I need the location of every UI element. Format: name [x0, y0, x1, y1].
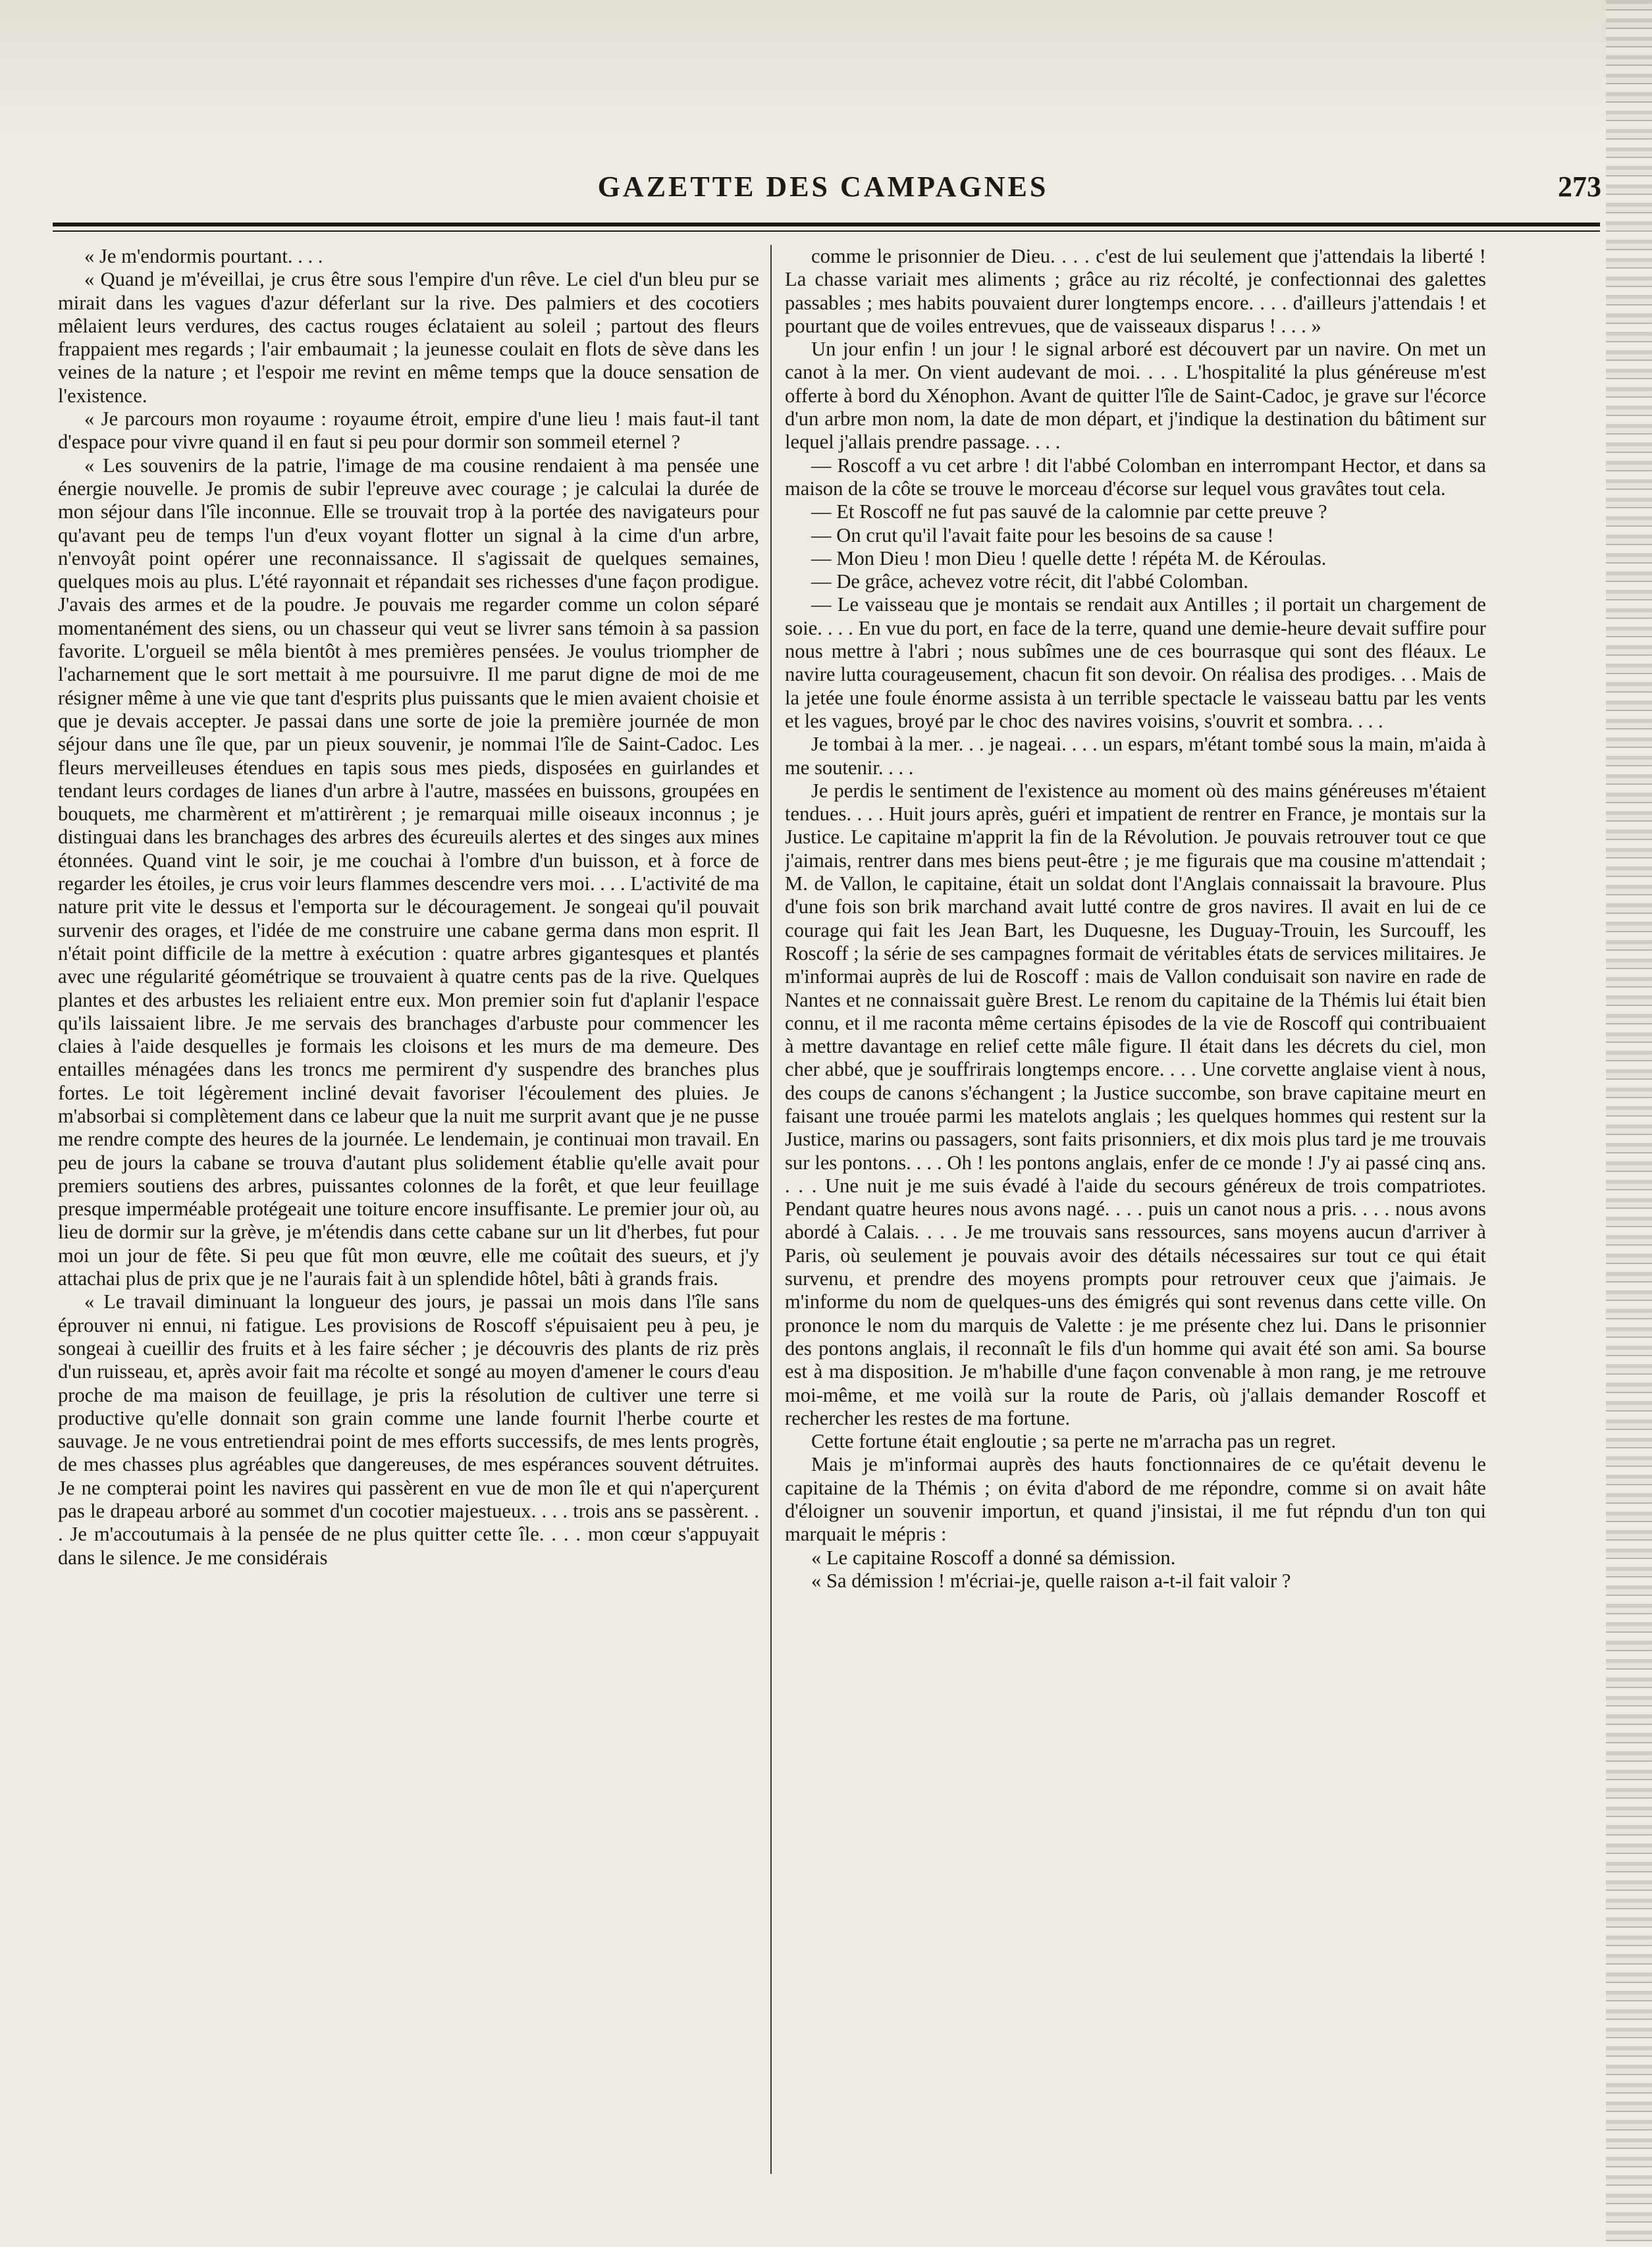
paragraph: « Quand je m'éveillai, je crus être sous l'empire d'un rêve. Le ciel d'un bleu pur se mirait dans les vagues d'azur déferlant sur la rive. Des palmiers et des cocotiers mêlaient leurs verdures, des cactus rouges éclataient au soleil ; partout des fleurs frappaient mes regards ; l'air embaumait ; la jeunesse coulait en flots de sève dans les veines de la nature ; et l'espoir me revint en même temps que la douce sensation de l'existence.: [58, 268, 759, 407]
paragraph: Cette fortune était engloutie ; sa perte ne m'arracha pas un regret.: [811, 1430, 1337, 1453]
paragraph: — Roscoff a vu cet arbre ! dit l'abbé Colomban en interrompant Hector, et dans sa maison de la côte se trouve le morceau d'écorse sur lequel vous gravâtes tout cela.: [785, 454, 1486, 500]
paragraph: « Je m'endormis pourtant. . . .: [84, 245, 323, 267]
paragraph: — De grâce, achevez votre récit, dit l'abbé Colomban.: [811, 570, 1248, 593]
right-column: [785, 245, 1486, 2174]
paragraph: comme le prisonnier de Dieu. . . . c'est de lui seulement que j'attendais la liberté ! La chasse variait mes aliments ; grâce au riz récolté, je confectionnai des galettes passables ; mes habits pouvaient durer longtemps encore. . . . d'ailleurs j'attendais ! et pourtant que de voiles entrevues, que de vaisseaux disparus ! . . . »: [785, 245, 1486, 337]
paragraph: « Le capitaine Roscoff a donné sa démission.: [811, 1546, 1176, 1569]
left-column: [58, 245, 759, 2174]
paragraph: « Je parcours mon royaume : royaume étroit, empire d'une lieu ! mais faut-il tant d'espace pour vivre quand il en faut si peu pour dormir son sommeil eternel ?: [58, 408, 759, 454]
paragraph: — Mon Dieu ! mon Dieu ! quelle dette ! répéta M. de Kéroulas.: [811, 546, 1327, 569]
header-rule-thick: [53, 223, 1600, 226]
paragraph: Je tombai à la mer. . . je nageai. . . . un espars, m'étant tombé sous la main, m'aida à me soutenir. . . .: [785, 733, 1486, 779]
header-rule-thin: [53, 230, 1600, 232]
paragraph: Un jour enfin ! un jour ! le signal arboré est découvert par un navire. On met un canot à la mer. On vient audevant de moi. . . . L'hospitalité la plus généreuse m'est offerte à bord du Xénophon. Avant de quitter l'île de Saint-Cadoc, je grave sur l'écorce d'un arbre mon nom, la date de mon départ, et j'indique la destination du bâtiment sur lequel j'allais prendre passage. . . .: [785, 338, 1486, 454]
paragraph: « Le travail diminuant la longueur des jours, je passai un mois dans l'île sans éprouver ni ennui, ni fatigue. Les provisions de Roscoff s'épuisaient peu à peu, je songeai à cueillir des fruits et à les faire sécher ; je découvris des plants de riz près d'un ruisseau, et, après avoir fait ma récolte et songé au moyen d'amener le cours d'eau proche de ma maison de feuillage, je pris la résolution de cultiver une terre si productive qu'elle donnait son grain comme une lande fournit l'herbe courte et sauvage. Je ne vous entretiendrai point de mes efforts successifs, de mes lents progrès, de mes chasses plus agréables que dangereuses, de mes espérances souvent détruites. Je ne compterai point les navires qui passèrent en vue de mon île et qui n'aperçurent pas le drapeau arboré au sommet d'un cocotier majestueux. . . . trois ans se passèrent. . . Je m'accoutumais à la pensée de ne plus quitter cette île. . . . mon cœur s'appuyait dans le silence. Je me considérais: [58, 1290, 759, 1569]
page-header: [40, 170, 1607, 209]
newspaper-title: GAZETTE DES CAMPAGNES: [597, 171, 1049, 203]
paragraph: — On crut qu'il l'avait faite pour les besoins de sa cause !: [811, 523, 1274, 546]
paragraph: « Sa démission ! m'écriai-je, quelle raison a-t-il fait valoir ?: [811, 1569, 1291, 1592]
paragraph: — Et Roscoff ne fut pas sauvé de la calomnie par cette preuve ?: [811, 500, 1327, 523]
paragraph: « Les souvenirs de la patrie, l'image de ma cousine rendaient à ma pensée une énergie nouvelle. Je promis de subir l'epreuve avec courage ; je calculai la durée de mon séjour dans l'île inconnue. Elle se trouvait trop à la portée des navigateurs pour qu'avant peu de temps l'un d'eux voyant flotter un signal à la cime d'un arbre, n'envoyât point opérer une reconnaissance. Il s'agissait de quelques semaines, quelques mois au plus. L'été rayonnait et répandait ses richesses d'une façon prodigue. J'avais des armes et de la poudre. Je pouvais me regarder comme un colon séparé momentanément des siens, ou un chasseur qui veut se livrer sans témoin à sa passion favorite. L'orgueil se mêla bientôt à mes premières pensées. Je voulus triompher de l'acharnement que le sort mettait à me poursuivre. Il me parut digne de moi de me résigner même à une vie que tant d'esprits plus puissants que le mien avaient choisie et que je devais accepter. Je passai dans une sorte de joie la première journée de mon séjour dans une île que, par un pieux souvenir, je nommai l'île de Saint-Cadoc. Les fleurs merveilleuses étendues en tapis sous mes pieds, disposées en guirlandes et tendant leurs cordages de lianes d'un arbre à l'autre, massées en buissons, groupées en bouquets, me charmèrent et m'attirèrent ; je remarquai mille oiseaux inconnus ; je distinguai dans les branchages des arbres des écureuils alertes et des singes aux mines étonnées. Quand vint le soir, je me couchai à l'ombre d'un buisson, et à force de regarder les étoiles, je crus voir leurs flammes descendre vers moi. . . . L'activité de ma nature prit vite le dessus et l'emporta sur le découragement. Je songeai qu'il pouvait survenir des orages, et l'idée de me construire une cabane germa dans mon esprit. Il n'était point difficile de la mettre à exécution : quatre arbres gigantesques et plantés avec une régularité géométrique se trouvaient à quatre cents pas de la rive. Quelques plantes et des arbustes les reliaient entre eux. Mon premier soin fut d'aplanir l'espace qu'ils laissaient libre. Je me servais des branchages d'arbuste pour commencer les claies à l'aide desquelles je formais les cloisons et les murs de ma demeure. Des entailles ménagées dans les troncs me permirent d'y suspendre des branches plus fortes. Le toit légèrement incliné devait favoriser l'écoulement des pluies. Je m'absorbai si complètement dans ce labeur que la nuit me surprit avant que je ne pusse me rendre compte des heures de la journée. Le lendemain, je continuai mon travail. En peu de jours la cabane se trouva d'autant plus solidement établie qu'elle avait pour premiers soutiens des arbres, puissantes colonnes de la forêt, et que leur feuillage presque imperméable protégeait une toiture encore insuffisante. Le premier jour où, au lieu de dormir sur la grève, je m'étendis dans cette cabane sur un lit d'herbes, fut pour moi un jour de fête. Si peu que fût mon œuvre, elle me coûtait des sueurs, et j'y attachai plus de prix que je ne l'aurais fait à un splendide hôtel, bâti à grands frais.: [58, 454, 759, 1290]
page-number: 273: [1558, 171, 1601, 203]
paragraph: — Le vaisseau que je montais se rendait aux Antilles ; il portait un chargement de soie. . . . En vue du port, en face de la terre, quand une demie-heure devait suffire pour nous mettre à l'abri ; nous subîmes une de ces bourrasque qui sont des fléaux. Le navire lutta courageusement, chacun fit son devoir. On réalisa des prodiges. . . Mais de la jetée une foule énorme assista à un terrible spectacle le vaisseau battu par les vents et les vagues, broyé par le choc des navires voisins, s'ouvrit et sombra. . . .: [785, 593, 1486, 732]
paragraph: Mais je m'informai auprès des hauts fonctionnaires de ce qu'était devenu le capitaine de la Thémis ; on évita d'abord de me répondre, comme si on avait hâte d'éloigner un souvenir importun, et quand j'insistai, il me fut répndu d'un ton qui marquait le mépris :: [785, 1453, 1486, 1546]
column-divider: [770, 245, 772, 2174]
scan-edge: [1606, 0, 1652, 2247]
paragraph: Je perdis le sentiment de l'existence au moment où des mains généreuses m'étaient tendues. . . . Huit jours après, guéri et impatient de rentrer en France, je montais sur la Justice. Le capitaine m'apprit la fin de la Révolution. Je pouvais retrouver tout ce que j'aimais, rentrer dans mes biens peut-être ; je me figurais que ma cousine m'attendait ; M. de Vallon, le capitaine, était un soldat dont l'Anglais connaissait la bravoure. Plus d'une fois son brik marchand avait lutté contre de gros navires. Il avait en lui de ce courage qui fait les Jean Bart, les Duquesne, les Duguay-Trouin, les Surcouff, les Roscoff ; la série de ses campagnes formait de véritables états de services militaires. Je m'informai auprès de lui de Roscoff : mais de Vallon conduisait son navire en rade de Nantes et ne connaissait guère Brest. Le renom du capitaine de la Thémis lui était bien connu, et il me raconta même certains épisodes de la vie de Roscoff qui contribuaient à mettre davantage en relief cette mâle figure. Il était dans les décrets du ciel, mon cher abbé, que je souffrirais longtemps encore. . . . Une corvette anglaise vient à nous, des coups de canons s'échangent ; la Justice succombe, son brave capitaine meurt en faisant une trouée parmi les matelots anglais ; les quelques hommes qui restent sur la Justice, marins ou passagers, sont faits prisonniers, et dix mois plus tard je me trouvais sur les pontons. . . . Oh ! les pontons anglais, enfer de ce monde ! J'y ai passé cinq ans. . . . Une nuit je me suis évadé à l'aide du secours généreux de trois compatriotes. Pendant quatre heures nous avons nagé. . . . puis un canot nous a pris. . . . nous avons abordé à Calais. . . . Je me trouvais sans ressources, sans moyens aucun d'arriver à Paris, où seulement je pouvais avoir des détails nécessaires sur tout ce qui était survenu, et prendre des moyens prompts pour retrouver ceux que j'aimais. Je m'informe du nom de quelques-uns des émigrés qui sont revenus dans cette ville. On prononce le nom du marquis de Valette : je me présente chez lui. Dans le prisonnier des pontons anglais, il reconnaît le fils d'un homme qui avait été son ami. Sa bourse est à ma disposition. Je m'habille d'une façon convenable à mon rang, je me retrouve moi-même, et me voilà sur la route de Paris, où j'allais demander Roscoff et rechercher les restes de ma fortune.: [785, 779, 1486, 1429]
